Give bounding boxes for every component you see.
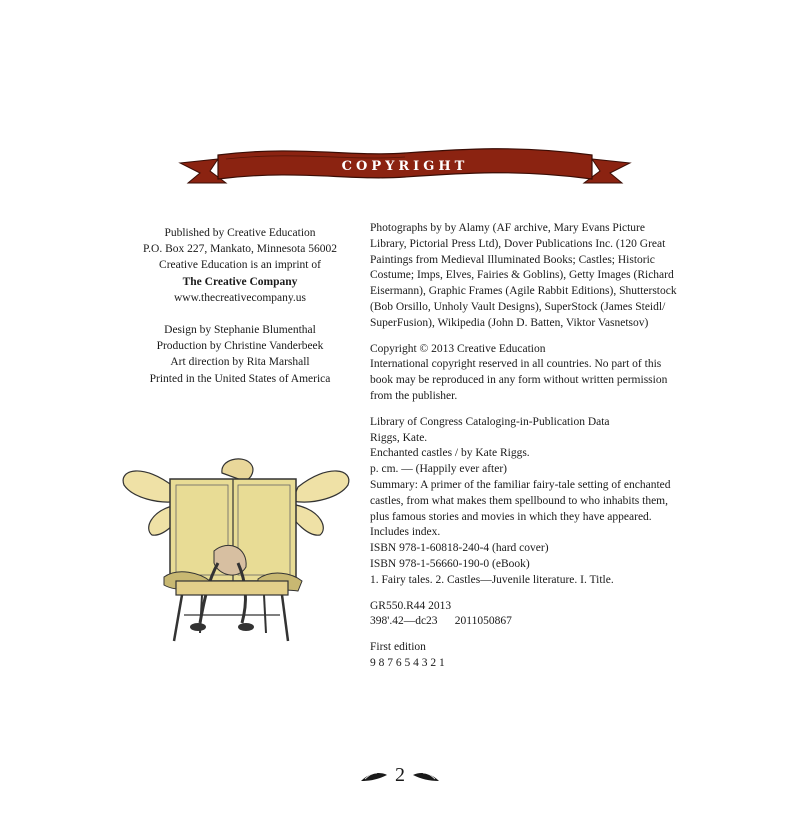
- left-leaf-ornament-icon: [359, 765, 389, 785]
- copyright-banner: [178, 143, 632, 189]
- text-line: Library of Congress Cataloging-in-Publication Data: [370, 415, 610, 428]
- text-line: (Bob Orsillo, Unholy Vault Designs), SuperStock (James Steidl/: [370, 300, 666, 313]
- imprint-line: Creative Education is an imprint of: [159, 259, 321, 272]
- edition-info: [370, 640, 695, 672]
- text-line: Library, Pictorial Press Ltd), Dover Publications Inc. (120 Great: [370, 237, 666, 250]
- text-line: castles, from what makes them spellbound to who inhabits them,: [370, 494, 668, 507]
- text-line: GR550.R44 2013: [370, 599, 452, 612]
- text-line: Summary: A primer of the familiar fairy-tale setting of enchanted: [370, 478, 671, 491]
- text-line: plus famous stories and movies in which they have appeared.: [370, 510, 652, 523]
- page-number-footer: [355, 760, 445, 790]
- publisher-address: P.O. Box 227, Mankato, Minnesota 56002: [143, 243, 337, 256]
- text-line: from the publisher.: [370, 389, 458, 402]
- text-line: 9 8 7 6 5 4 3 2 1: [370, 656, 445, 669]
- text-line: SuperFusion), Wikipedia (John D. Batten, Viktor Vasnetsov): [370, 316, 649, 329]
- production-credit: Production by Christine Vanderbeek: [156, 340, 324, 353]
- publisher-line: Published by Creative Education: [164, 227, 316, 239]
- text-line: Photographs by by Alamy (AF archive, Mary Evans Picture: [370, 222, 645, 234]
- text-line: Enchanted castles / by Kate Riggs.: [370, 447, 530, 460]
- text-line: ISBN 978-1-56660-190-0 (eBook): [370, 557, 530, 570]
- publisher-credits: [120, 225, 360, 387]
- text-line: Riggs, Kate.: [370, 431, 428, 444]
- company-name: The Creative Company: [182, 275, 298, 288]
- publisher-website: www.thecreativecompany.us: [174, 291, 306, 304]
- text-line: book may be reproduced in any form without written permission: [370, 374, 668, 387]
- copyright-details: [370, 221, 695, 682]
- text-line: Eisermann), Graphic Frames (Agile Rabbit Editions), Shutterstock: [370, 285, 677, 298]
- right-leaf-ornament-icon: [411, 765, 441, 785]
- classification-numbers: [370, 599, 695, 631]
- text-line: International copyright reserved in all countries. No part of this: [370, 358, 662, 371]
- text-line: Includes index.: [370, 526, 441, 539]
- art-direction-credit: Art direction by Rita Marshall: [170, 356, 310, 369]
- text-line: Copyright © 2013 Creative Education: [370, 342, 546, 355]
- text-line: 1. Fairy tales. 2. Castles—Juvenile literature. I. Title.: [370, 573, 614, 586]
- text-line: p. cm. — (Happily ever after): [370, 463, 507, 476]
- text-line: First edition: [370, 641, 426, 654]
- fairy-reading-illustration: [118, 455, 354, 645]
- text-line: 398'.42—dc23 2011050867: [370, 615, 512, 628]
- text-line: ISBN 978-1-60818-240-4 (hard cover): [370, 542, 549, 555]
- banner-title: COPYRIGHT: [341, 159, 469, 174]
- text-line: Costume; Imps, Elves, Fairies & Goblins), Getty Images (Richard: [370, 269, 674, 282]
- printed-in: Printed in the United States of America: [149, 372, 331, 385]
- text-line: Paintings from Medieval Illuminated Books; Castles; Historic: [370, 253, 655, 266]
- photo-credits: [370, 221, 695, 332]
- page-number: 2: [395, 763, 405, 786]
- cataloging-data: [370, 415, 695, 589]
- copyright-notice: [370, 342, 695, 405]
- design-credit: Design by Stephanie Blumenthal: [164, 324, 316, 337]
